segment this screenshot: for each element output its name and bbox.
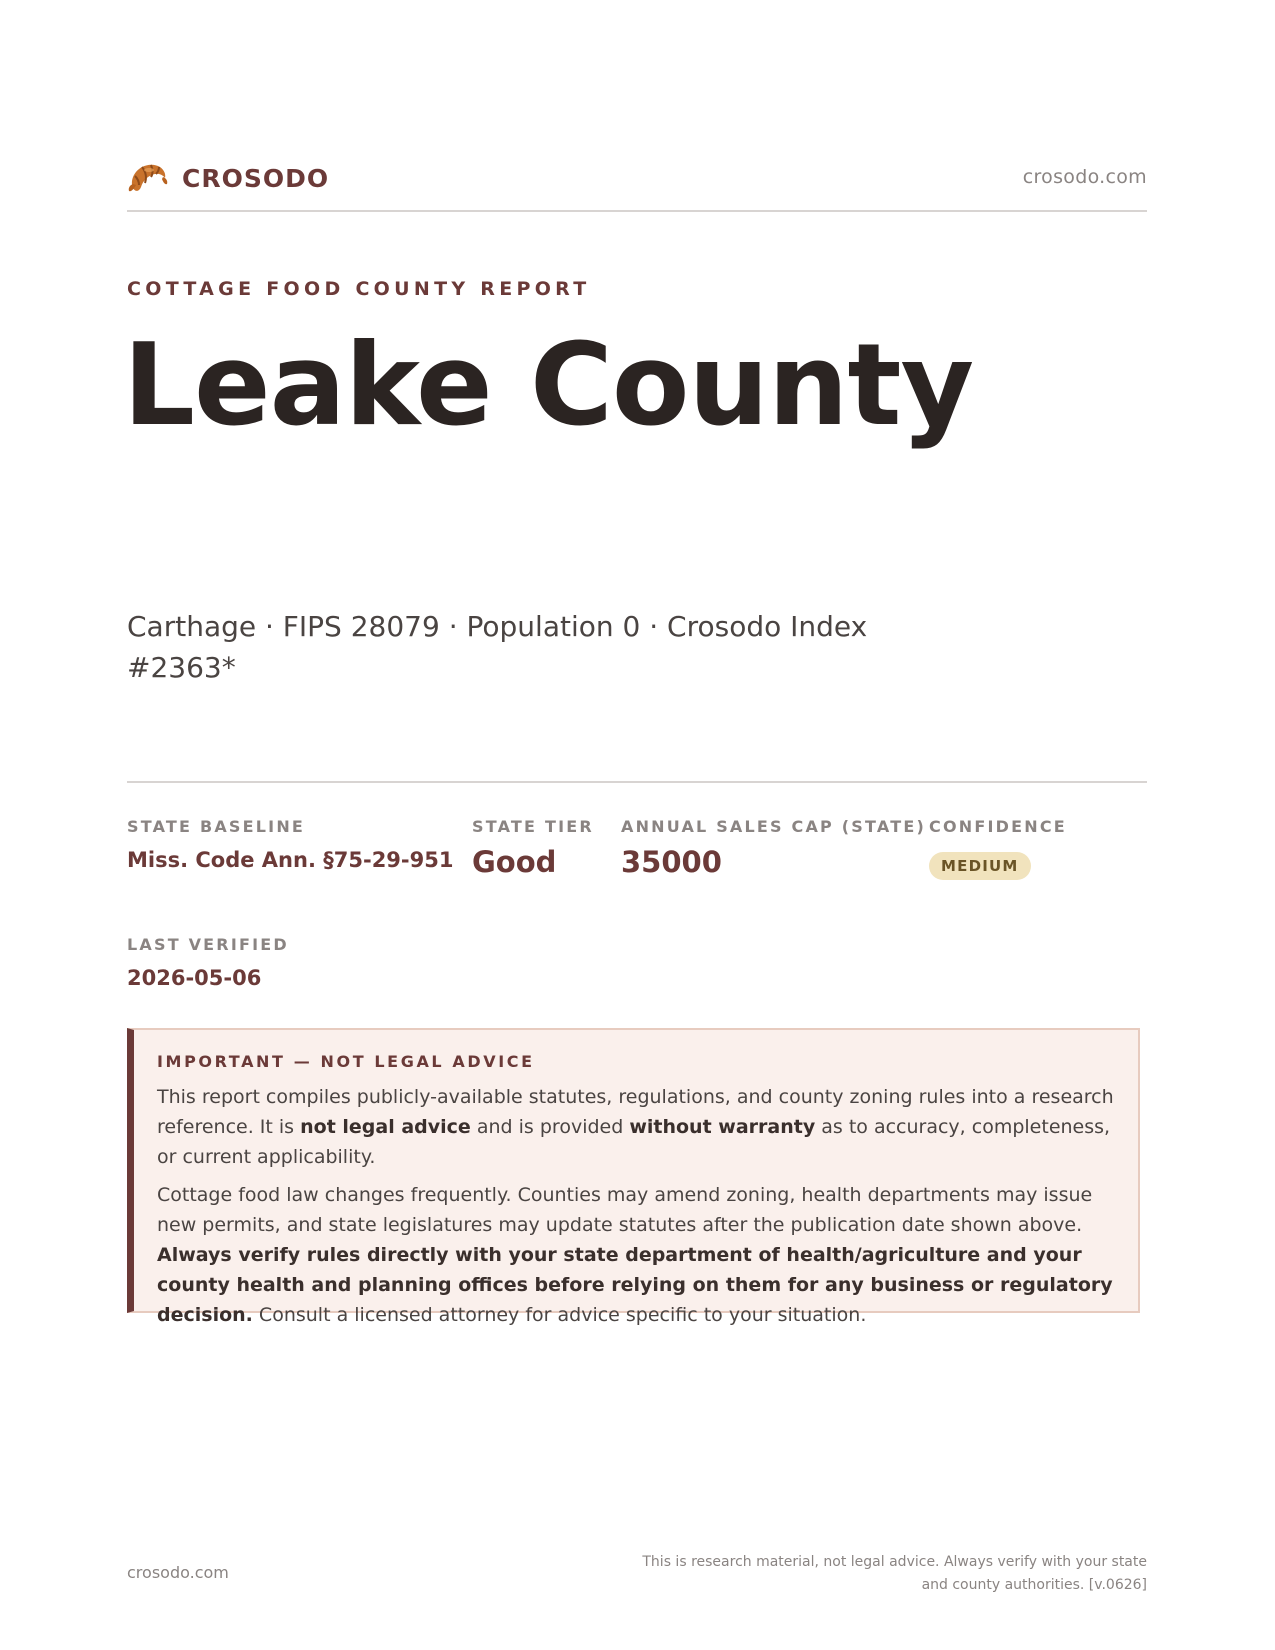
footer-disclaimer-line: and county authorities. [v.0626]	[921, 1577, 1147, 1593]
report-page	[123, 0, 1147, 1650]
fact-value: Good	[472, 845, 557, 879]
croissant-icon	[127, 158, 169, 198]
fact-value: Miss. Code Ann. §75-29-951	[127, 848, 454, 872]
section-divider	[127, 781, 1147, 783]
footer-disclaimer	[627, 1551, 1147, 1597]
page-header	[127, 158, 1147, 212]
notice-text: and is provided	[470, 1115, 630, 1138]
footer-site-url[interactable]: crosodo.com	[127, 1563, 229, 1582]
fact-value: 2026-05-06	[127, 966, 262, 990]
fact-confidence	[929, 817, 1067, 880]
site-url[interactable]: crosodo.com	[1022, 166, 1147, 188]
confidence-badge: MEDIUM	[929, 852, 1031, 880]
fact-label: LAST VERIFIED	[127, 935, 289, 954]
notice-text: This report compiles publicly-available statutes, regulations, and county zoning rules into a research reference. It is	[157, 1086, 1114, 1138]
legal-notice	[127, 1028, 1140, 1326]
notice-paragraph	[157, 1181, 1116, 1330]
fact-label: STATE TIER	[472, 817, 594, 836]
notice-text: as to accuracy, completeness, or current applicability.	[157, 1115, 1111, 1168]
report-eyebrow: COTTAGE FOOD COUNTY REPORT	[127, 278, 591, 300]
county-subtitle: Carthage · FIPS 28079 · Population 0 · Crosodo Index #2363*	[127, 610, 868, 684]
fact-state-baseline	[127, 817, 453, 872]
fact-label: STATE BASELINE	[127, 817, 306, 836]
fact-state-tier	[472, 817, 594, 879]
county-title: Leake County	[123, 319, 974, 451]
notice-emphasis: Always verify rules directly with your state department of health/agriculture and your county health and planning offices before relying on them for any business or regulatory decision.	[157, 1243, 1113, 1326]
fact-label: ANNUAL SALES CAP (STATE)	[621, 817, 926, 836]
fact-last-verified	[127, 935, 289, 990]
notice-text: Consult a licensed attorney for advice specific to your situation.	[252, 1303, 867, 1326]
fact-value: 35000	[621, 845, 722, 879]
notice-title: IMPORTANT — NOT LEGAL ADVICE	[157, 1052, 535, 1071]
brand[interactable]	[127, 158, 329, 198]
notice-emphasis: not legal advice	[300, 1115, 471, 1138]
notice-paragraph	[157, 1083, 1116, 1172]
footer-disclaimer-line: This is research material, not legal advice. Always verify with your state	[642, 1554, 1147, 1570]
notice-emphasis: without warranty	[629, 1115, 816, 1138]
notice-text: Cottage food law changes frequently. Counties may amend zoning, health departments may issue new permits, and state legislatures may update statutes after the publication date shown above.	[157, 1184, 1093, 1237]
fact-annual-sales-cap	[621, 817, 926, 879]
brand-name: CROSODO	[182, 163, 330, 193]
fact-label: CONFIDENCE	[929, 817, 1067, 836]
